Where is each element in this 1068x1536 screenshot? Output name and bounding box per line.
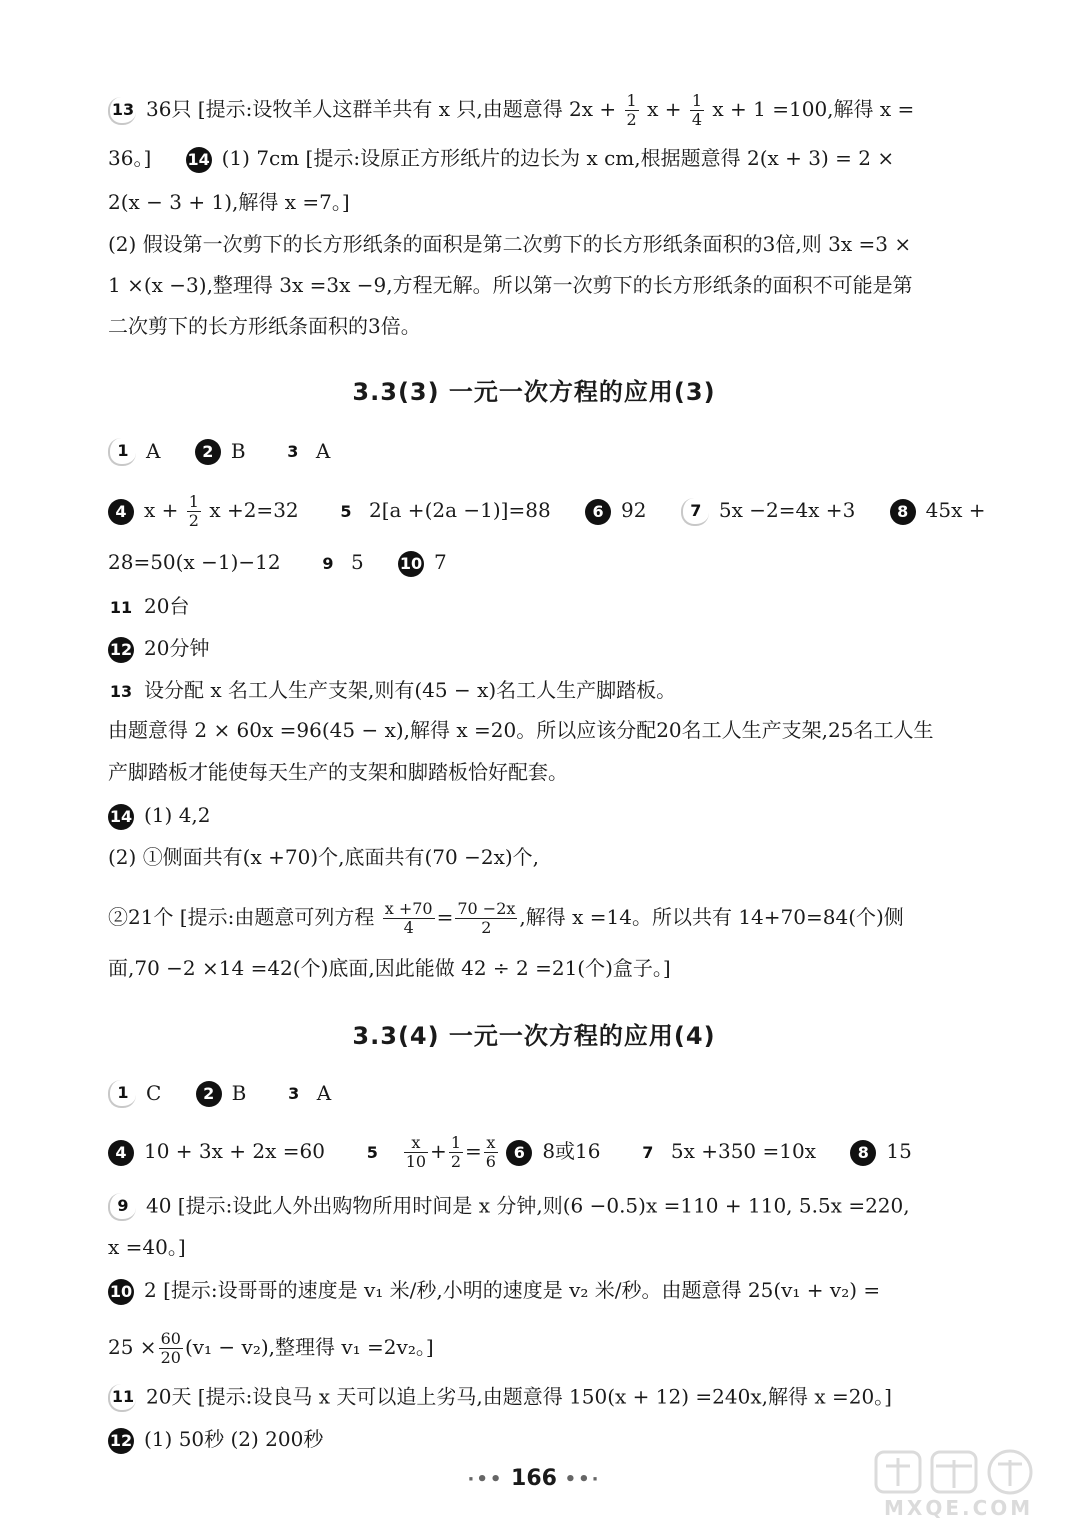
answer-text: 1 ×(x −3),整理得 3x =3x −9,方程无解。所以第一次剪下的长方形纸条的面积不可能是第 — [108, 273, 913, 297]
page-number: 166 — [511, 1466, 557, 1491]
equals-sign: = — [465, 1139, 482, 1163]
question-number: 5 — [366, 1142, 378, 1162]
question-number: 14 — [186, 147, 212, 173]
answer-line — [108, 900, 998, 937]
question-number: 14 — [108, 804, 134, 830]
question-number: 13 — [108, 97, 136, 125]
question-number: 4 — [108, 1140, 134, 1166]
question-number: 2 — [196, 1081, 222, 1107]
answer-line — [108, 1134, 998, 1171]
fraction — [455, 900, 517, 937]
question-number: 12 — [108, 1428, 134, 1454]
answer-text: x + 1 =100,解得 x = — [712, 97, 915, 121]
numerator: 1 — [691, 91, 703, 110]
denominator: 4 — [691, 110, 703, 129]
answer-text: 2 [提示:设哥哥的速度是 v₁ 米/秒,小明的速度是 v₂ 米/秒。由题意得 25(v₁ + v₂) = — [144, 1278, 881, 1302]
answer-text: (1) 50秒 (2) 200秒 — [144, 1427, 324, 1451]
question-number: 2 — [195, 439, 221, 465]
answer-text: 40 [提示:设此人外出购物所用时间是 x 分钟,则(6 −0.5)x =110 + 110, 5.5x =220, — [146, 1193, 910, 1218]
answer-line — [108, 1080, 998, 1108]
answer-text: 7 — [434, 550, 447, 574]
question-number: 10 — [398, 551, 424, 577]
answer-text: A — [146, 438, 161, 463]
question-number: 4 — [108, 499, 134, 525]
answer-line — [108, 1330, 998, 1367]
answer-text: 15 — [886, 1139, 912, 1163]
answer-line — [108, 845, 998, 869]
question-number: 13 — [109, 681, 133, 701]
question-number: 1 — [108, 438, 136, 466]
answer-line — [108, 594, 998, 621]
answer-text: B — [230, 438, 246, 463]
watermark-logo — [870, 1448, 1050, 1528]
answer-text: x +2=32 — [209, 498, 299, 522]
answer-text: 8或16 — [542, 1139, 601, 1163]
numerator: 60 — [160, 1329, 181, 1348]
answer-text: 36。] — [108, 146, 152, 170]
numerator: x — [404, 1134, 428, 1153]
numerator: 1 — [450, 1133, 461, 1152]
answer-line — [108, 190, 998, 214]
plus-sign: + — [430, 1139, 447, 1163]
answer-text: 10 + 3x + 2x =60 — [144, 1139, 325, 1163]
question-number: 11 — [109, 597, 133, 617]
answer-line — [108, 92, 998, 129]
numerator: 1 — [626, 91, 637, 110]
answer-text: 28=50(x −1)−12 — [108, 550, 281, 574]
denominator: 2 — [188, 511, 199, 530]
answer-text: (1) 7cm [提示:设原正方形纸片的边长为 x cm,根据题意得 2(x + 3) = 2 × — [221, 146, 895, 170]
question-number: 8 — [890, 499, 916, 525]
denominator: 2 — [626, 110, 637, 129]
answer-text: 5x −2=4x +3 — [718, 498, 856, 522]
question-number: 5 — [340, 501, 352, 521]
answer-line — [108, 146, 998, 173]
question-number: 3 — [288, 1084, 300, 1103]
answer-text: A — [315, 438, 331, 463]
question-number: 3 — [287, 442, 299, 461]
denominator: 2 — [481, 918, 492, 937]
answer-text: 92 — [621, 498, 647, 522]
answer-text: (2) 假设第一次剪下的长方形纸条的面积是第二次剪下的长方形纸条面积的3倍,则 3x =3 × — [108, 232, 912, 256]
footer-dots-left: ·•• — [467, 1469, 504, 1490]
answer-text: x + — [144, 498, 179, 522]
answer-line — [108, 803, 998, 830]
answer-line — [108, 314, 998, 338]
answer-text: 25 × — [108, 1335, 157, 1359]
fraction — [449, 1134, 463, 1171]
question-number: 7 — [642, 1142, 654, 1162]
answer-text: 20天 [提示:设良马 x 天可以追上劣马,由题意得 150(x + 12) =240x,解得 x =20。] — [146, 1384, 892, 1409]
numerator: 1 — [188, 492, 199, 511]
answer-line — [108, 1427, 998, 1454]
numerator: x — [484, 1134, 498, 1153]
answer-text: x =40。] — [108, 1235, 186, 1259]
answer-line — [108, 636, 998, 663]
section-heading: 3.3(4) 一元一次方程的应用(4) — [352, 1022, 716, 1050]
answer-text: 5x +350 =10x — [670, 1139, 816, 1163]
answer-line — [108, 678, 998, 705]
watermark-text: MXQE.COM — [884, 1496, 1034, 1520]
question-number: 10 — [108, 1279, 134, 1305]
answer-text: 由题意得 2 × 60x =96(45 − x),解得 x =20。所以应该分配20名工人生产支架,25名工人生 — [108, 718, 934, 742]
answer-line — [108, 760, 998, 784]
question-number: 6 — [585, 499, 611, 525]
answer-text: C — [146, 1080, 162, 1105]
answer-line — [108, 493, 998, 530]
watermark-emblem-icon — [870, 1448, 1050, 1498]
fraction — [404, 1134, 428, 1171]
equals-sign: = — [436, 905, 454, 929]
answer-line — [108, 1278, 998, 1305]
answer-text: 20分钟 — [144, 636, 210, 660]
answer-line — [108, 718, 998, 742]
answer-line — [108, 550, 998, 577]
answer-text: 36只 [提示:设牧羊人这群羊共有 x 只,由题意得 2x + — [146, 97, 617, 121]
denominator: 4 — [403, 918, 414, 937]
numerator: 70 −2x — [457, 899, 516, 918]
question-number: 9 — [322, 553, 334, 573]
answer-text: 设分配 x 名工人生产支架,则有(45 − x)名工人生产脚踏板。 — [144, 678, 677, 702]
answer-text: 二次剪下的长方形纸条面积的3倍。 — [108, 314, 421, 338]
fraction — [159, 1330, 183, 1367]
denominator: 10 — [405, 1152, 427, 1171]
answer-text: (1) 4,2 — [144, 803, 211, 827]
answer-line — [108, 438, 998, 466]
answer-text: 产脚踏板才能使每天生产的支架和脚踏板恰好配套。 — [108, 760, 568, 784]
question-number: 9 — [108, 1193, 136, 1221]
answer-text: 20台 — [144, 594, 190, 618]
numerator: x +70 — [384, 899, 433, 918]
section-heading: 3.3(3) 一元一次方程的应用(3) — [352, 378, 716, 406]
answer-text: 5 — [350, 550, 364, 574]
answer-text: A — [316, 1080, 332, 1105]
fraction — [187, 493, 201, 530]
answer-text: (2) ①侧面共有(x +70)个,底面共有(70 −2x)个, — [108, 845, 540, 869]
question-number: 7 — [681, 498, 709, 526]
answer-line — [108, 1235, 998, 1259]
fraction — [484, 1134, 498, 1171]
denominator: 2 — [450, 1152, 461, 1171]
question-number: 11 — [108, 1384, 136, 1412]
fraction — [625, 92, 639, 129]
question-number: 1 — [108, 1080, 136, 1108]
fraction — [383, 900, 435, 937]
denominator: 6 — [485, 1152, 496, 1171]
footer-dots-right: ••· — [564, 1469, 601, 1490]
answer-text: B — [231, 1080, 247, 1105]
denominator: 20 — [160, 1348, 181, 1367]
fraction — [690, 92, 704, 129]
answer-text: 2(x − 3 + 1),解得 x =7。] — [108, 190, 350, 214]
answer-line — [108, 956, 998, 980]
answer-text: ,解得 x =14。所以共有 14+70=84(个)侧 — [519, 905, 904, 929]
answer-text: (v₁ − v₂),整理得 v₁ =2v₂。] — [184, 1335, 434, 1359]
answer-text: ②21个 [提示:由题意可列方程 — [108, 905, 375, 929]
answer-text: x + — [647, 97, 682, 121]
answer-text: 2[a +(2a −1)]=88 — [369, 498, 551, 522]
answer-text: 45x + — [925, 498, 986, 522]
question-number: 12 — [108, 637, 134, 663]
answer-line — [108, 273, 998, 297]
answer-line — [108, 1384, 998, 1412]
question-number: 8 — [850, 1140, 876, 1166]
answer-line — [108, 232, 998, 256]
answer-text: 面,70 −2 ×14 =42(个)底面,因此能做 42 ÷ 2 =21(个)盒子。] — [108, 956, 671, 980]
question-number: 6 — [506, 1140, 532, 1166]
answer-line — [108, 1193, 998, 1221]
